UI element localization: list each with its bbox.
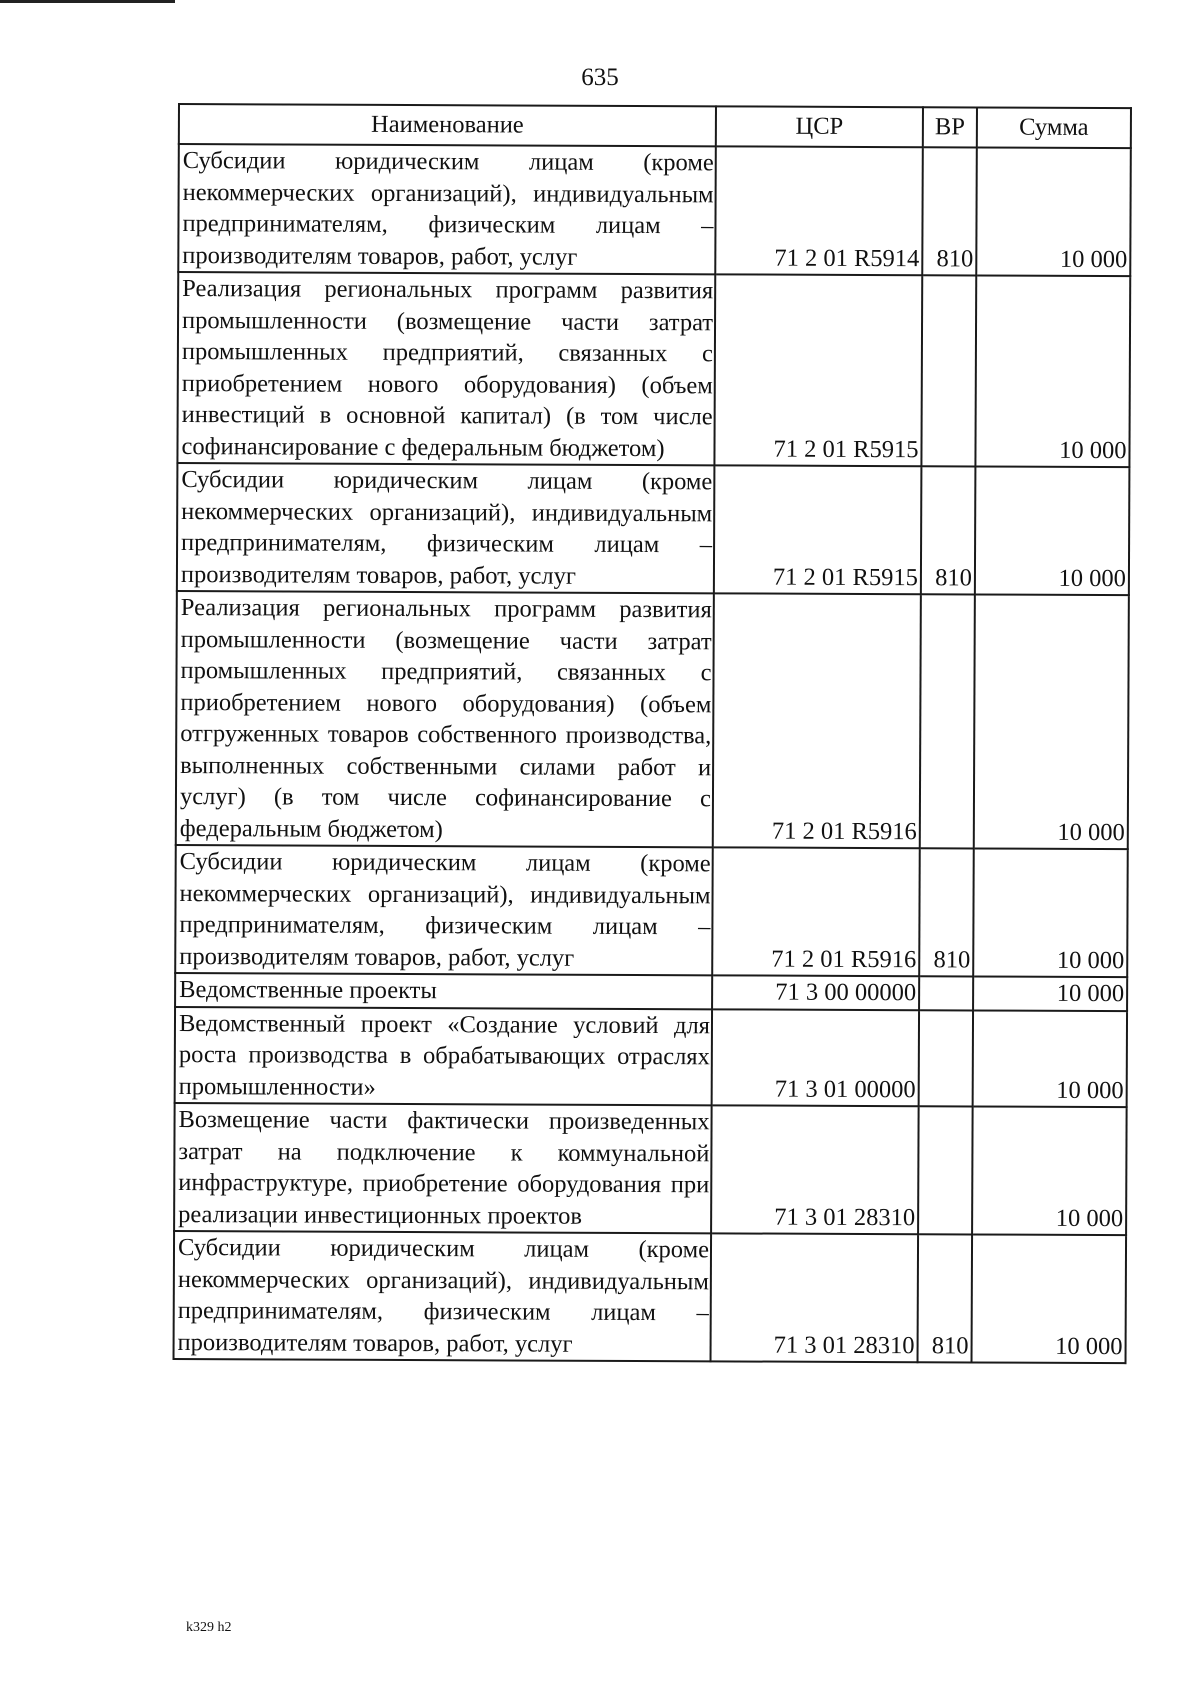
row-sum: 10 000 bbox=[975, 466, 1130, 595]
row-vr: 810 bbox=[919, 848, 974, 976]
row-name: Реализация региональных программ развития промышленности (возмещение части затрат промышленных предприятий, связанных с приобретением нового оборудования) (объем отгруженных товаров собственного производства, выполненных собственными силами работ и услуг) (в том числе софинансирование с федеральным бюджетом) bbox=[176, 591, 714, 847]
header-vr: ВР bbox=[923, 107, 977, 147]
budget-table bbox=[173, 103, 1132, 1364]
row-name: Субсидии юридическим лицам (кроме некоммерческих организаций), индивидуальным предпринимателям, физическим лицам – производителям товаров, работ, услуг bbox=[178, 144, 716, 274]
header-name: Наименование bbox=[179, 104, 716, 146]
row-csr: 71 2 01 R5916 bbox=[712, 847, 920, 976]
row-csr: 71 2 01 R5916 bbox=[713, 593, 921, 848]
table-row bbox=[176, 591, 1129, 849]
row-vr bbox=[919, 1010, 973, 1107]
scan-edge-mark bbox=[0, 0, 175, 3]
row-csr: 71 2 01 R5915 bbox=[714, 465, 922, 594]
row-name: Возмещение части фактически произведенных затрат на подключение к коммунальной инфраструктуре, приобретение оборудования при реализации инвестиционных проектов bbox=[174, 1103, 712, 1233]
row-name: Реализация региональных программ развития промышленности (возмещение части затрат промышленных предприятий, связанных с приобретением нового оборудования) (объем инвестиций в основной капитал) (в том числе софинансирование с федеральным бюджетом) bbox=[177, 272, 715, 465]
header-sum: Сумма bbox=[977, 107, 1131, 148]
row-sum: 10 000 bbox=[973, 1010, 1127, 1107]
row-vr: 810 bbox=[918, 1234, 973, 1362]
table-row bbox=[175, 845, 1128, 977]
row-name: Субсидии юридическим лицам (кроме некоммерческих организаций), индивидуальным предпринимателям, физическим лицам – производителям товаров, работ, услуг bbox=[174, 1231, 712, 1361]
row-vr bbox=[920, 594, 975, 848]
row-sum: 10 000 bbox=[973, 848, 1128, 977]
row-csr: 71 2 01 R5915 bbox=[714, 274, 922, 466]
row-csr: 71 3 01 28310 bbox=[711, 1105, 919, 1234]
row-sum: 10 000 bbox=[972, 1106, 1127, 1235]
row-name: Субсидии юридическим лицам (кроме некоммерческих организаций), индивидуальным предпринимателям, физическим лицам – производителям товаров, работ, услуг bbox=[177, 463, 715, 593]
row-csr: 71 3 01 28310 bbox=[711, 1233, 919, 1362]
table-row bbox=[177, 272, 1130, 467]
row-csr: 71 3 00 00000 bbox=[712, 975, 919, 1009]
row-sum: 10 000 bbox=[976, 147, 1131, 276]
table-row bbox=[175, 1006, 1127, 1107]
row-name: Субсидии юридическим лицам (кроме некоммерческих организаций), индивидуальным предпринимателям, физическим лицам – производителям товаров, работ, услуг bbox=[175, 845, 713, 975]
row-vr bbox=[921, 275, 976, 466]
row-name: Ведомственные проекты bbox=[175, 973, 712, 1009]
row-vr: 810 bbox=[921, 466, 976, 594]
footer-code: k329 h2 bbox=[186, 1620, 232, 1635]
row-vr bbox=[919, 976, 973, 1010]
row-sum: 10 000 bbox=[975, 275, 1130, 467]
table-row bbox=[174, 1103, 1127, 1235]
row-sum: 10 000 bbox=[972, 1234, 1127, 1363]
row-sum: 10 000 bbox=[973, 976, 1127, 1010]
table-row bbox=[177, 463, 1130, 595]
row-csr: 71 3 01 00000 bbox=[712, 1009, 919, 1106]
row-csr: 71 2 01 R5914 bbox=[715, 146, 923, 275]
row-name: Ведомственный проект «Создание условий для роста производства в обрабатывающих отраслях промышленности» bbox=[175, 1006, 712, 1105]
row-vr bbox=[918, 1106, 973, 1234]
page-number: 635 bbox=[581, 64, 619, 91]
row-vr: 810 bbox=[922, 147, 977, 275]
table-header-row bbox=[179, 104, 1131, 148]
table-row bbox=[178, 144, 1131, 276]
row-sum: 10 000 bbox=[974, 594, 1129, 849]
table-row bbox=[174, 1231, 1127, 1363]
table-row bbox=[175, 973, 1127, 1011]
header-csr: ЦСР bbox=[716, 106, 923, 147]
